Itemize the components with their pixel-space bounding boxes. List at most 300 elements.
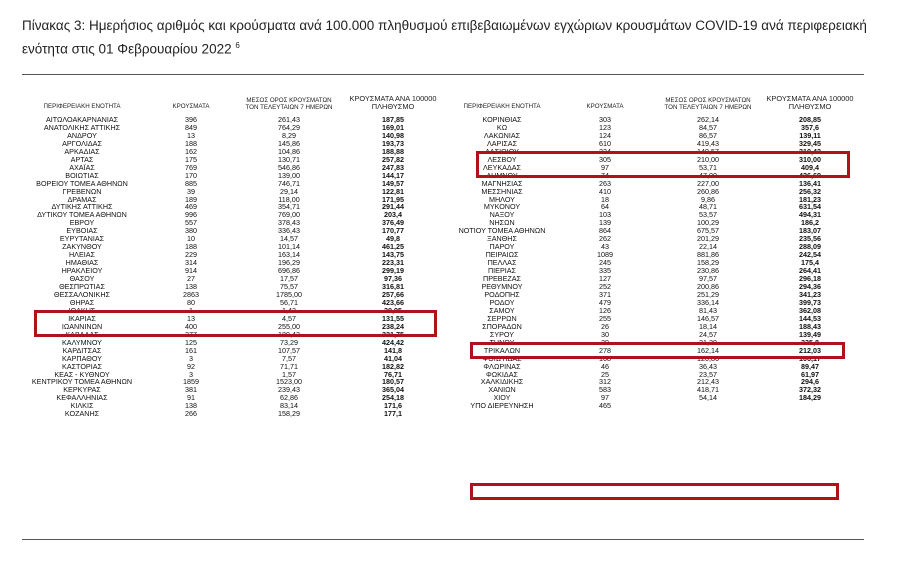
table-row [22,283,442,291]
cell-cases: 262 [599,235,611,244]
table-row [22,140,442,148]
cell-unit: ΦΛΩΡΙΝΑΣ [483,362,521,371]
table-row [22,267,442,275]
header-avg-right: ΜΕΣΟΣ ΟΡΟΣ ΚΡΟΥΣΜΑΤΩΝ ΤΟΝ ΤΕΛΕΥΤΑΙΩΝ 7 ΗΜΕΡΩΝ [664,97,752,111]
cell-per100k: 296,18 [799,275,821,284]
cell-avg: 17,57 [280,275,298,284]
caption-footnote: 6 [235,41,240,50]
cell-avg: 48,71 [699,203,717,212]
cell-per100k: 257,82 [382,155,404,164]
cell-per100k: 149,57 [382,179,404,188]
cell-unit: ΠΡΕΒΕΖΑΣ [483,275,521,284]
cell-avg: 36,43 [699,362,717,371]
cell-per100k: 256,32 [799,187,821,196]
cell-cases: 583 [599,386,611,395]
cell-cases: 138 [185,402,197,411]
cell-cases: 188 [185,139,197,148]
cell-unit: ΠΕΛΛΑΣ [487,259,517,268]
table-row [22,275,442,283]
cell-cases: 13 [187,314,195,323]
cell-avg: 47,00 [699,171,717,180]
cell-per100k: 335,8 [801,338,819,347]
table-row [442,235,862,243]
cell-cases: 64 [601,203,609,212]
cell-avg: 162,14 [697,346,719,355]
cell-per100k: 221,75 [382,330,404,339]
cell-per100k: 235,56 [799,235,821,244]
cell-avg: 200,86 [697,283,719,292]
cell-cases: 479 [599,298,611,307]
cell-unit: ΛΗΜΝΟΥ [486,171,518,180]
cell-per100k: 426,69 [799,171,821,180]
cell-per100k: 494,31 [799,211,821,220]
cell-unit: ΚΙΛΚΙΣ [70,402,94,411]
table-row [442,227,862,235]
cell-avg: 189,43 [278,330,300,339]
highlight-box-herakleiou [34,310,437,337]
cell-unit: ΜΥΚΟΝΟΥ [483,203,521,212]
table-row [22,339,442,347]
cell-cases: 26 [601,322,609,331]
table-row [22,148,442,156]
cell-per100k: 310,42 [799,147,821,156]
table-row [22,386,442,394]
cell-cases: 161 [185,346,197,355]
cell-unit: ΘΕΣΣΑΛΟΝΙΚΗΣ [54,290,110,299]
cell-cases: 3 [189,370,193,379]
cell-per100k: 140,98 [382,131,404,140]
cell-unit: ΘΑΣΟΥ [69,275,95,284]
cell-per100k: 41,04 [384,354,402,363]
cell-unit: ΒΟΡΕΙΟΥ ΤΟΜΕΑ ΑΘΗΝΩΝ [36,179,128,188]
table-row [442,219,862,227]
cell-per100k: 631,54 [799,203,821,212]
cell-cases: 305 [599,155,611,164]
cell-per100k: 372,32 [799,386,821,395]
cell-unit: ΦΩΚΙΔΑΣ [486,370,518,379]
table-row [22,180,442,188]
cell-avg: 1,43 [282,306,296,315]
table-row [442,371,862,379]
cell-unit: ΚΑΒΑΛΑΣ [65,330,99,339]
cell-cases: 303 [599,116,611,124]
cell-avg: 84,57 [699,123,717,132]
cell-unit: ΙΘΑΚΗΣ [68,306,96,315]
cell-per100k: 188,43 [799,322,821,331]
cell-per100k: 131,55 [382,314,404,323]
cell-cases: 97 [601,394,609,403]
cell-unit: ΠΑΡΟΥ [489,243,515,252]
cell-unit: ΖΑΚΥΝΘΟΥ [62,243,102,252]
cell-unit: ΛΕΣΒΟΥ [487,155,517,164]
table-row [442,275,862,283]
cell-per100k: 175,4 [801,259,819,268]
table-row [22,410,442,418]
cell-per100k: 316,81 [382,283,404,292]
cell-per100k: 223,31 [382,259,404,268]
cell-per100k: 247,83 [382,163,404,172]
cell-unit: ΗΜΑΘΙΑΣ [65,259,99,268]
cell-per100k: 171,6 [384,402,402,411]
cell-cases: 263 [599,179,611,188]
cell-cases: 168 [599,354,611,363]
cell-unit: ΧΙΟΥ [493,394,511,403]
table-row [442,196,862,204]
cell-cases: 234 [599,147,611,156]
cell-cases: 864 [599,227,611,236]
cell-cases: 1859 [183,378,199,387]
cell-avg: 163,14 [278,251,300,260]
table-row [442,251,862,259]
cell-per100k: 30,95 [384,306,402,315]
cell-per100k: 254,18 [382,394,404,403]
cell-per100k: 122,81 [382,187,404,196]
cell-avg: 54,14 [699,394,717,403]
cell-avg: 104,86 [278,147,300,156]
cell-unit: ΑΡΚΑΔΙΑΣ [64,147,100,156]
cell-per100k: 264,41 [799,267,821,276]
table-row [22,164,442,172]
cell-cases: 46 [601,362,609,371]
cell-cases: 914 [185,267,197,276]
cell-cases: 465 [599,402,611,411]
cell-cases: 124 [599,131,611,140]
cell-cases: 13 [187,131,195,140]
cell-avg: 239,43 [278,386,300,395]
table-row [442,259,862,267]
cell-avg: 120,86 [697,354,719,363]
cell-avg: 227,00 [697,179,719,188]
cell-avg: 53,71 [699,163,717,172]
table-caption [22,16,872,60]
cell-unit: ΚΕΝΤΡΙΚΟΥ ΤΟΜΕΑ ΑΘΗΝΩΝ [31,378,133,387]
cell-unit: ΛΕΥΚΑΔΑΣ [482,163,521,172]
cell-avg: 71,71 [280,362,298,371]
cell-unit: ΙΩΑΝΝΙΝΩΝ [61,322,103,331]
cell-unit: ΒΟΙΩΤΙΑΣ [65,171,99,180]
table-row [22,235,442,243]
cell-cases: 410 [599,187,611,196]
cell-cases: 278 [599,346,611,355]
cell-avg: 56,71 [280,298,298,307]
cell-cases: 123 [599,123,611,132]
cell-avg: 769,00 [278,211,300,220]
cell-cases: 229 [185,251,197,260]
table-row [442,291,862,299]
cell-per100k: 143,75 [382,251,404,260]
cell-unit: ΕΥΡΥΤΑΝΙΑΣ [59,235,105,244]
cell-avg: 146,57 [697,314,719,323]
cell-unit: ΦΘΙΩΤΙΔΑΣ [482,354,522,363]
cell-per100k: 188,88 [382,147,404,156]
cell-per100k: 310,00 [799,155,821,164]
cell-unit: ΝΗΣΩΝ [489,219,515,228]
cell-cases: 125 [185,338,197,347]
cell-unit: ΚΟΖΑΝΗΣ [64,410,100,419]
cell-cases: 277 [185,330,197,339]
table-row [442,394,862,402]
cell-per100k: 144,17 [382,171,404,180]
cell-avg: 4,57 [282,314,296,323]
cell-per100k: 177,1 [384,410,402,419]
cell-unit: ΧΑΛΚΙΔΙΚΗΣ [480,378,524,387]
table-row [22,355,442,363]
highlight-box-lasithiou [476,151,850,178]
cell-cases: 91 [187,394,195,403]
cell-avg: 210,00 [697,155,719,164]
table-row [22,211,442,219]
cell-cases: 885 [185,179,197,188]
table-row [22,188,442,196]
cell-avg: 139,00 [278,171,300,180]
cell-per100k: 299,19 [382,267,404,276]
table-row [22,347,442,355]
cell-cases: 103 [599,211,611,220]
cell-avg: 145,86 [278,139,300,148]
cell-avg: 212,43 [697,378,719,387]
cell-per100k: 97,36 [384,275,402,284]
cell-cases: 27 [187,275,195,284]
table-row [442,180,862,188]
cell-unit: ΜΗΛΟΥ [489,195,515,204]
cell-cases: 314 [185,259,197,268]
cell-unit: ΔΥΤΙΚΟΥ ΤΟΜΕΑ ΑΘΗΝΩΝ [37,211,127,220]
cell-per100k: 257,66 [382,290,404,299]
cell-avg: 100,29 [697,219,719,228]
header-unit: ΠΕΡΙΦΕΡΕΙΑΚΗ ΕΝΟΤΗΤΑ [43,103,121,110]
cell-unit: ΑΝΔΡΟΥ [67,131,97,140]
cell-per100k: 180,57 [382,378,404,387]
cell-cases: 189 [185,195,197,204]
cell-unit: ΑΝΑΤΟΛΙΚΗΣ ΑΤΤΙΚΗΣ [43,123,121,132]
cell-per100k: 294,6 [801,378,819,387]
header-cases: ΚΡΟΥΣΜΑΤΑ [172,103,210,110]
cell-per100k: 212,03 [799,346,821,355]
cell-per100k: 193,73 [382,139,404,148]
cell-cases: 266 [185,410,197,419]
header-per100k-right: ΚΡΟΥΣΜΑΤΑ ΑΝΑ 100000 ΠΛΗΘΥΣΜΟ [766,94,854,111]
cell-unit: ΡΕΘΥΜΝΟΥ [481,283,523,292]
table-row [442,386,862,394]
cell-avg: 83,14 [280,402,298,411]
cell-unit: ΠΙΕΡΙΑΣ [487,267,516,276]
cell-cases: 335 [599,267,611,276]
cell-unit: ΗΛΕΙΑΣ [68,251,96,260]
cell-avg: 86,57 [699,131,717,140]
cell-cases: 162 [185,147,197,156]
table-row [22,299,442,307]
cell-per100k: 186,2 [801,219,819,228]
cell-cases: 469 [185,203,197,212]
cell-avg: 196,29 [278,259,300,268]
table-row [442,140,862,148]
cell-per100k: 171,95 [382,195,404,204]
cell-unit: ΞΑΝΘΗΣ [487,235,517,244]
table-row [22,196,442,204]
cell-per100k: 139,11 [799,131,821,140]
cell-avg: 262,14 [697,116,719,124]
table-row [442,124,862,132]
cell-per100k: 365,04 [382,386,404,395]
cell-avg: 158,29 [697,259,719,268]
table-row [442,283,862,291]
table-row [22,132,442,140]
cell-avg: 675,57 [697,227,719,236]
table-row [442,211,862,219]
cell-per100k: 49,8 [386,235,400,244]
cell-avg: 130,71 [278,155,300,164]
cell-avg: 24,57 [699,330,717,339]
table-row [22,378,442,386]
cell-per100k: 136,41 [799,179,821,188]
cell-unit: ΚΕΦΑΛΛΗΝΙΑΣ [56,394,108,403]
cell-unit: ΣΥΡΟΥ [489,330,515,339]
cell-per100k: 61,97 [801,370,819,379]
highlight-box-chanion [470,483,839,500]
header-per100k: ΚΡΟΥΣΜΑΤΑ ΑΝΑ 100000 ΠΛΗΘΥΣΜΟ [349,94,437,111]
cell-avg: 336,14 [697,298,719,307]
cell-cases: 252 [599,283,611,292]
cell-unit: ΡΟΔΟΠΗΣ [484,290,520,299]
table-row [22,124,442,132]
cell-avg: 419,43 [697,139,719,148]
cell-avg: 546,86 [278,163,300,172]
table-row [22,219,442,227]
table-row [442,132,862,140]
cell-avg: 21,29 [699,338,717,347]
cell-per100k: 76,71 [384,370,402,379]
table-row [442,331,862,339]
cell-cases: 769 [185,163,197,172]
cell-avg: 101,14 [278,243,300,252]
cell-per100k: 89,47 [801,362,819,371]
table-row [442,243,862,251]
cell-unit: ΤΡΙΚΑΛΩΝ [483,346,521,355]
cell-cases: 97 [601,163,609,172]
cell-per100k: 203,4 [384,211,402,220]
cell-cases: 139 [599,219,611,228]
cell-avg: 230,86 [697,267,719,276]
cell-avg: 251,29 [697,290,719,299]
table-row [22,259,442,267]
table-row [442,323,862,331]
cell-avg: 255,00 [278,322,300,331]
cell-unit: ΚΩ [496,123,508,132]
cell-per100k: 181,23 [799,195,821,204]
cell-unit: ΗΡΑΚΛΕΙΟΥ [61,267,103,276]
cell-per100k: 409,4 [801,163,819,172]
cell-cases: 127 [599,275,611,284]
cell-per100k: 357,6 [801,123,819,132]
table-row [442,363,862,371]
cell-avg: 260,86 [697,187,719,196]
cell-avg: 7,57 [282,354,296,363]
cell-unit: ΚΑΡΔΙΤΣΑΣ [62,346,102,355]
cell-per100k: 291,44 [382,203,404,212]
top-rule [22,74,864,75]
cell-unit: ΛΑΣΙΘΙΟΥ [485,147,519,156]
cell-per100k: 461,25 [382,243,404,252]
cell-unit: ΜΑΓΝΗΣΙΑΣ [481,179,523,188]
cell-avg: 261,43 [278,116,300,124]
table-row [22,243,442,251]
cell-avg: 53,57 [699,211,717,220]
cell-unit: ΜΕΣΣΗΝΙΑΣ [481,187,523,196]
cell-unit: ΚΕΡΚΥΡΑΣ [63,386,101,395]
cell-cases: 380 [185,227,197,236]
cell-avg: 764,29 [278,123,300,132]
cell-per100k: 144,53 [799,314,821,323]
cell-per100k: 242,54 [799,251,821,260]
cell-avg: 149,57 [697,147,719,156]
cell-unit: ΚΑΡΠΑΘΟΥ [62,354,102,363]
cell-unit: ΤΗΝΟΥ [489,338,515,347]
cell-unit: ΠΕΙΡΑΙΩΣ [485,251,519,260]
cell-unit: ΙΚΑΡΙΑΣ [68,314,96,323]
table-row [22,203,442,211]
cell-unit: ΑΡΤΑΣ [70,155,94,164]
cell-avg: 8,29 [282,131,296,140]
table-row [442,188,862,196]
cell-unit: ΘΕΣΠΡΩΤΙΑΣ [59,283,105,292]
cell-per100k: 208,85 [799,116,821,124]
cell-avg: 9,86 [701,195,715,204]
cell-per100k: 424,42 [382,338,404,347]
cell-cases: 255 [599,314,611,323]
cell-cases: 557 [185,219,197,228]
cell-per100k: 341,23 [799,290,821,299]
cell-unit: ΛΑΡΙΣΑΣ [486,139,518,148]
table-row [22,251,442,259]
cell-unit: ΔΥΤΙΚΗΣ ΑΤΤΙΚΗΣ [51,203,113,212]
cell-cases: 39 [187,187,195,196]
cell-cases: 245 [599,259,611,268]
table-row [22,363,442,371]
cell-per100k: 182,82 [382,362,404,371]
cell-avg: 81,43 [699,306,717,315]
caption-text: Πίνακας 3: Ημερήσιος αριθμός και κρούσματα ανά 100.000 πληθυσμού επιβεβαιωμένων εγχώριων κρουσμάτων COVID-19 ανά περιφερειακή ενότητα στις 01 Φεβρουαρίου 2022 [22,18,867,57]
cell-cases: 1089 [597,251,613,260]
cell-unit: ΚΑΛΥΜΝΟΥ [62,338,102,347]
header-avg: ΜΕΣΟΣ ΟΡΟΣ ΚΡΟΥΣΜΑΤΩΝ ΤΟΝ ΤΕΛΕΥΤΑΙΩΝ 7 ΗΜΕΡΩΝ [245,97,333,111]
table-row [22,402,442,410]
cell-avg: 14,57 [280,235,298,244]
header-unit-right: ΠΕΡΙΦΕΡΕΙΑΚΗ ΕΝΟΤΗΤΑ [463,103,541,110]
cell-cases: 92 [187,362,195,371]
cell-avg: 75,57 [280,283,298,292]
cell-per100k: 184,29 [799,394,821,403]
cell-cases: 170 [185,171,197,180]
cell-unit: ΡΟΔΟΥ [489,298,515,307]
table-row [442,378,862,386]
cell-cases: 381 [185,386,197,395]
cell-unit: ΥΠΟ ΔΙΕΡΕΥΝΗΣΗ [470,402,534,411]
cell-cases: 400 [185,322,197,331]
cell-per100k: 376,49 [382,219,404,228]
cell-per100k: 183,07 [799,227,821,236]
cell-avg: 336,43 [278,227,300,236]
cell-unit: ΚΕΑΣ - ΚΥΘΝΟΥ [54,370,110,379]
cell-per100k: 169,01 [382,123,404,132]
cell-unit: ΧΑΝΙΩΝ [488,386,516,395]
cell-unit: ΘΗΡΑΣ [69,298,95,307]
cell-cases: 1 [189,306,193,315]
cell-per100k: 362,08 [799,306,821,315]
table-row [22,291,442,299]
cell-unit: ΕΥΒΟΙΑΣ [66,227,98,236]
cell-cases: 371 [599,290,611,299]
cell-cases: 312 [599,378,611,387]
